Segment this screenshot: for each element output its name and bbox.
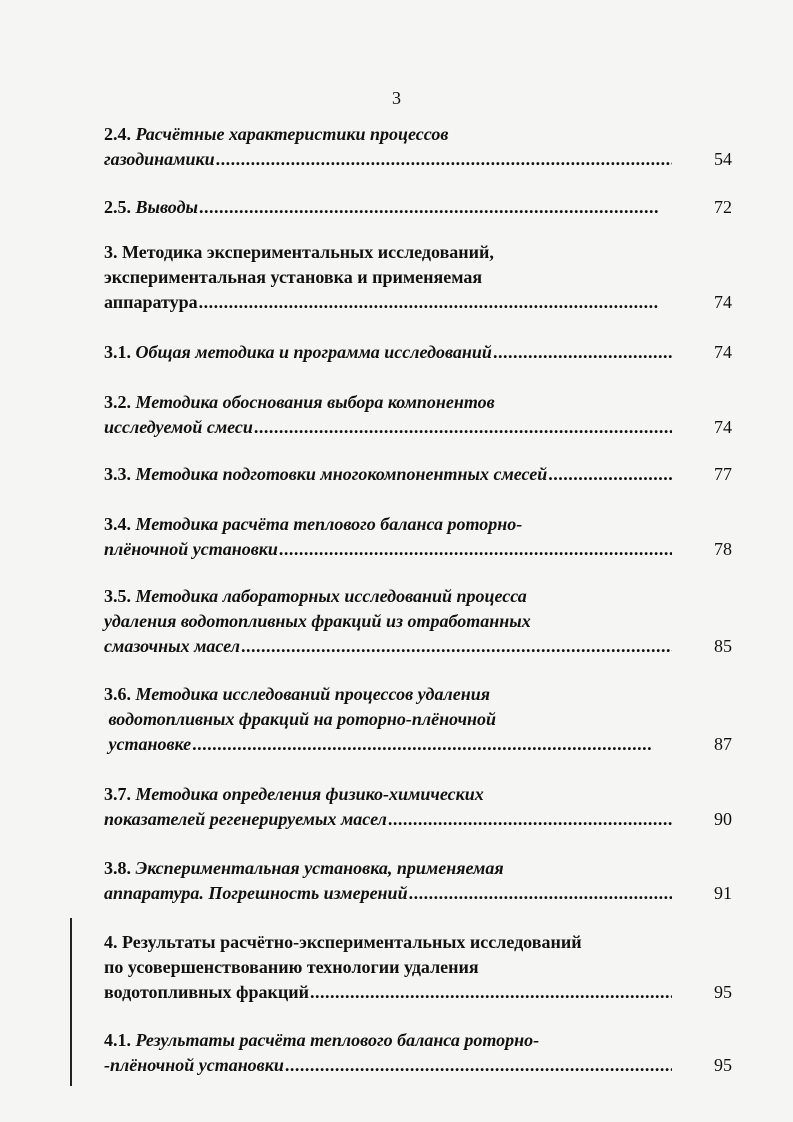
toc-entry[interactable] xyxy=(104,195,732,220)
toc-entry-page: 72 xyxy=(714,197,732,217)
toc-entry-line xyxy=(104,1028,732,1053)
toc-entry[interactable] xyxy=(104,1028,732,1078)
toc-entry-line xyxy=(104,462,732,487)
toc-entry-page: 74 xyxy=(714,292,732,312)
toc-entry-title: Методика расчёта теплового баланса роторно- xyxy=(135,514,523,534)
toc-entry-number: 3.4. xyxy=(104,514,131,534)
toc-entry-page: 90 xyxy=(714,809,732,829)
toc-entry-line xyxy=(104,512,732,537)
toc-entry-line xyxy=(104,390,732,415)
toc-entry[interactable] xyxy=(104,856,732,906)
toc-entry[interactable] xyxy=(104,122,732,172)
toc-entry-number: 3.8. xyxy=(104,858,131,878)
toc-entry[interactable] xyxy=(104,512,732,562)
toc-entry-page: 91 xyxy=(714,883,732,903)
toc-entry-line xyxy=(104,122,732,147)
toc-entry-title: Методика подготовки многокомпонентных смесей xyxy=(135,464,548,484)
toc-entry[interactable] xyxy=(104,930,732,1005)
toc-entry-line xyxy=(104,1053,732,1078)
toc-entry-number: 2.5. xyxy=(104,197,131,217)
toc-entry-number: 3. xyxy=(104,242,118,262)
dot-leader xyxy=(310,980,672,1005)
toc-entry-line xyxy=(104,147,732,172)
toc-entry-number: 3.1. xyxy=(104,342,131,362)
toc-entry[interactable] xyxy=(104,462,732,487)
toc-entry-page: 87 xyxy=(714,734,732,754)
toc-entry[interactable] xyxy=(104,390,732,440)
toc-entry-title: Расчётные характеристики процессов xyxy=(135,124,449,144)
toc-entry-title: показателей регенерируемых масел xyxy=(104,809,387,829)
toc-entry-page: 74 xyxy=(714,417,732,437)
dot-leader xyxy=(285,1053,672,1078)
dot-leader xyxy=(254,415,672,440)
toc-entry-line xyxy=(104,807,732,832)
toc-entry-title: экспериментальная установка и применяемая xyxy=(104,267,483,287)
toc-entry-title: Методика лабораторных исследований процесса xyxy=(135,586,527,606)
toc-entry-title: Методика определения физико-химических xyxy=(135,784,484,804)
dot-leader xyxy=(279,537,672,562)
toc-entry-title: установке xyxy=(104,734,192,754)
toc-entry-line xyxy=(104,290,732,315)
toc-entry-title: Экспериментальная установка, применяемая xyxy=(135,858,504,878)
dot-leader xyxy=(409,881,672,906)
toc-entry[interactable] xyxy=(104,340,732,365)
dot-leader xyxy=(388,807,672,832)
toc-entry-title: удаления водотопливных фракций из отработанных xyxy=(104,611,531,631)
toc-entry-number: 3.5. xyxy=(104,586,131,606)
toc-entry-number: 4.1. xyxy=(104,1030,131,1050)
toc-entry[interactable] xyxy=(104,584,732,659)
toc-entry-line xyxy=(104,881,732,906)
toc-entry-title: Результаты расчётно-экспериментальных исследований xyxy=(122,932,582,952)
toc-entry-line xyxy=(104,930,732,955)
dot-leader xyxy=(199,195,672,220)
toc-entry-page: 78 xyxy=(714,539,732,559)
dot-leader xyxy=(192,732,672,757)
toc-entry-line xyxy=(104,537,732,562)
toc-entry-title: смазочных масел xyxy=(104,636,240,656)
toc-entry-line xyxy=(104,782,732,807)
toc-entry-line xyxy=(104,584,732,609)
toc-entry-page: 95 xyxy=(714,1055,732,1075)
dot-leader xyxy=(216,147,672,172)
toc-entry-number: 2.4. xyxy=(104,124,131,144)
toc-entry-line xyxy=(104,707,732,732)
toc-entry-line xyxy=(104,265,732,290)
toc-entry-title: Выводы xyxy=(135,197,198,217)
toc-entry-number: 3.7. xyxy=(104,784,131,804)
toc-entry-line xyxy=(104,732,732,757)
toc-entry-title: по усовершенствованию технологии удаления xyxy=(104,957,479,977)
toc-entry-line xyxy=(104,980,732,1005)
toc-entry-title: водотопливных фракций xyxy=(104,982,309,1002)
toc-entry-line xyxy=(104,634,732,659)
toc-entry-number: 4. xyxy=(104,932,118,952)
toc-entry-line xyxy=(104,955,732,980)
toc-entry-title: Методика обоснования выбора компонентов xyxy=(135,392,495,412)
toc-entry[interactable] xyxy=(104,240,732,315)
toc-entry-title: исследуемой смеси xyxy=(104,417,253,437)
toc-entry-page: 85 xyxy=(714,636,732,656)
toc-entry-line xyxy=(104,682,732,707)
toc-entry-page: 95 xyxy=(714,982,732,1002)
toc-entry[interactable] xyxy=(104,782,732,832)
toc-entry-title: Общая методика и программа исследований xyxy=(135,342,492,362)
toc-entry-line xyxy=(104,415,732,440)
dot-leader xyxy=(199,290,672,315)
dot-leader xyxy=(548,462,672,487)
toc-entry-title: газодинамики xyxy=(104,149,215,169)
toc-entry-page: 74 xyxy=(714,342,732,362)
toc-entry-line xyxy=(104,340,732,365)
toc-entry-title: водотопливных фракций на роторно-плёночной xyxy=(104,709,497,729)
toc-entry-page: 54 xyxy=(714,149,732,169)
dot-leader xyxy=(241,634,672,659)
page-number: 3 xyxy=(392,88,401,108)
toc-entry-title: Методика экспериментальных исследований, xyxy=(122,242,494,262)
toc-entry-number: 3.3. xyxy=(104,464,131,484)
toc-entry-number: 3.2. xyxy=(104,392,131,412)
toc-entry-title: Результаты расчёта теплового баланса роторно- xyxy=(135,1030,540,1050)
toc-entry-page: 77 xyxy=(714,464,732,484)
toc-entry-line xyxy=(104,240,732,265)
toc-entry-number: 3.6. xyxy=(104,684,131,704)
margin-rule xyxy=(70,918,72,1086)
toc-entry-title: аппаратура. Погрешность измерений xyxy=(104,883,408,903)
toc-entry-line xyxy=(104,195,732,220)
toc-entry-title: аппаратура xyxy=(104,292,198,312)
toc-entry-line xyxy=(104,856,732,881)
toc-entry[interactable] xyxy=(104,682,732,757)
toc-entry-line xyxy=(104,609,732,634)
toc-entry-title: плёночной установки xyxy=(104,539,278,559)
toc-entry-title: -плёночной установки xyxy=(104,1055,284,1075)
dot-leader xyxy=(493,340,672,365)
toc-entry-title: Методика исследований процессов удаления xyxy=(135,684,490,704)
